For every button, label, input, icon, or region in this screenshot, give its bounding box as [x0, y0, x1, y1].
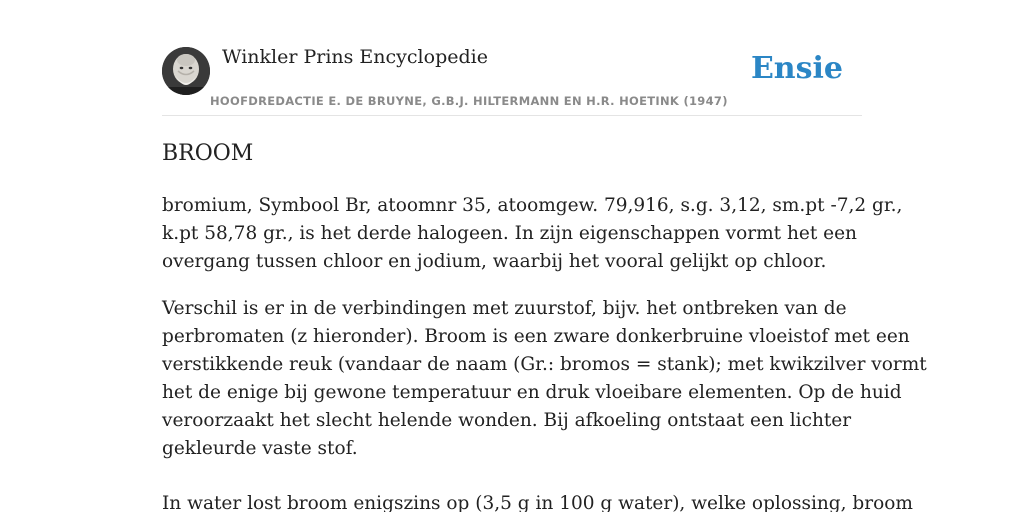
paragraph-line: In water lost broom enigszins op (3,5 g in 100 g water), welke oplossing, broom	[162, 493, 913, 512]
portrait-icon	[162, 47, 210, 95]
article-title: BROOM	[162, 141, 254, 166]
avatar[interactable]	[162, 47, 210, 95]
paragraph-line: overgang tussen chloor en jodium, waarbij het vooral gelijkt op chloor.	[162, 251, 827, 272]
article-paragraph-1	[162, 192, 903, 276]
paragraph-line: bromium, Symbool Br, atoomnr 35, atoomgew. 79,916, s.g. 3,12, sm.pt -7,2 gr.,	[162, 195, 903, 216]
paragraph-line: Verschil is er in de verbindingen met zuurstof, bijv. het ontbreken van de	[162, 298, 847, 319]
editors-line: HOOFDREDACTIE E. DE BRUYNE, G.B.J. HILTERMANN EN H.R. HOETINK (1947)	[210, 94, 728, 108]
paragraph-line: perbromaten (z hieronder). Broom is een zware donkerbruine vloeistof met een	[162, 326, 910, 347]
paragraph-line: verstikkende reuk (vandaar de naam (Gr.: bromos = stank); met kwikzilver vormt	[162, 354, 927, 375]
content-container	[162, 0, 927, 512]
article-paragraph-2	[162, 295, 927, 463]
article-paragraph-3	[162, 490, 913, 512]
paragraph-line: veroorzaakt het slecht helende wonden. Bij afkoeling ontstaat een lichter	[162, 410, 852, 431]
site-header	[162, 0, 862, 116]
paragraph-line: het de enige bij gewone temperatuur en druk vloeibare elementen. Op de huid	[162, 382, 902, 403]
ensie-logo[interactable]: Ensie	[750, 51, 843, 86]
paragraph-line: gekleurde vaste stof.	[162, 438, 358, 459]
paragraph-line: k.pt 58,78 gr., is het derde halogeen. In zijn eigenschappen vormt het een	[162, 223, 857, 244]
site-title[interactable]: Winkler Prins Encyclopedie	[222, 46, 488, 68]
